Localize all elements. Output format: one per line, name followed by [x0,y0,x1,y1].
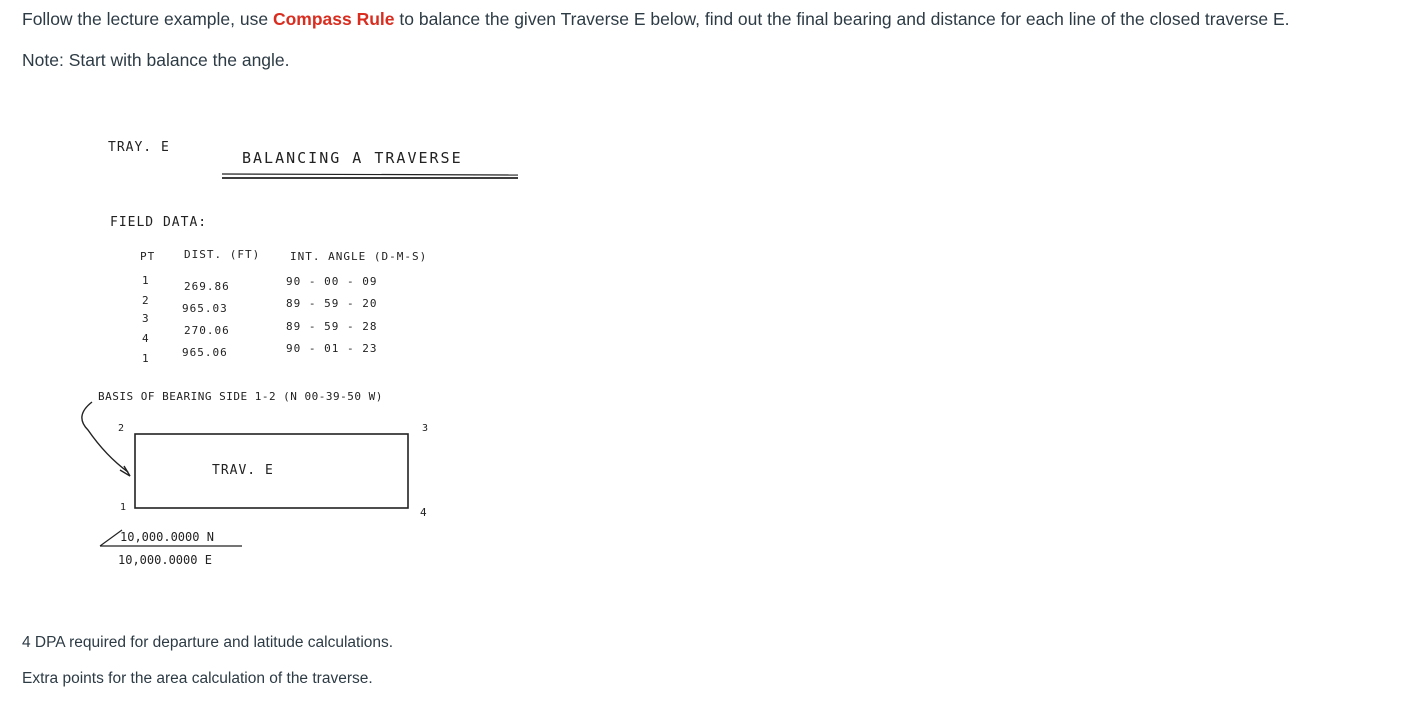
traverse-label: TRAV. E [212,463,274,478]
field-data-label: FIELD DATA: [110,215,208,230]
sketch-tag: TRAY. E [108,140,170,155]
bearing-basis: BASIS OF BEARING SIDE 1-2 (N 00-39-50 W) [98,390,383,403]
note-text: Note: Start with balance the angle. [22,50,290,70]
point-label: 1 [142,274,150,287]
point-label: 3 [142,312,150,325]
traverse-sketch-image [70,120,590,590]
title-underline-top [222,174,518,175]
point-label: 2 [142,294,150,307]
start-coordinate-e: 10,000.0000 E [118,553,212,567]
distance-value: 965.03 [182,302,228,315]
instruction-text [22,9,1290,30]
point-label: 1 [142,352,150,365]
corner-4: 4 [420,506,428,519]
corner-1: 1 [120,502,128,513]
compass-rule-highlight: Compass Rule [272,9,395,29]
sketch-title: BALANCING A TRAVERSE [242,149,463,167]
distance-value: 965.06 [182,346,228,359]
distance-value: 269.86 [184,280,230,293]
start-coordinate-n: 10,000.0000 N [120,530,214,544]
angle-value: 90 - 00 - 09 [286,275,378,288]
instruction-after: to balance the given Traverse E below, find out the final bearing and distance for each line of the closed traverse E. [394,9,1290,29]
basis-arrow-curve [82,402,128,472]
coord-leader-line [100,530,122,546]
header-angle: INT. ANGLE (D-M-S) [290,250,428,263]
header-pt: PT [140,250,156,263]
angle-value: 89 - 59 - 28 [286,320,378,333]
corner-2: 2 [118,423,126,434]
angle-value: 89 - 59 - 20 [286,297,378,310]
instruction-before: Follow the lecture example, use [22,9,273,29]
header-dist: DIST. (FT) [184,248,261,261]
point-label: 4 [142,332,150,345]
dpa-note: 4 DPA required for departure and latitude calculations. [22,634,394,651]
distance-value: 270.06 [184,324,230,337]
corner-3: 3 [422,423,430,434]
extra-points-note: Extra points for the area calculation of the traverse. [22,670,373,687]
angle-value: 90 - 01 - 23 [286,342,378,355]
